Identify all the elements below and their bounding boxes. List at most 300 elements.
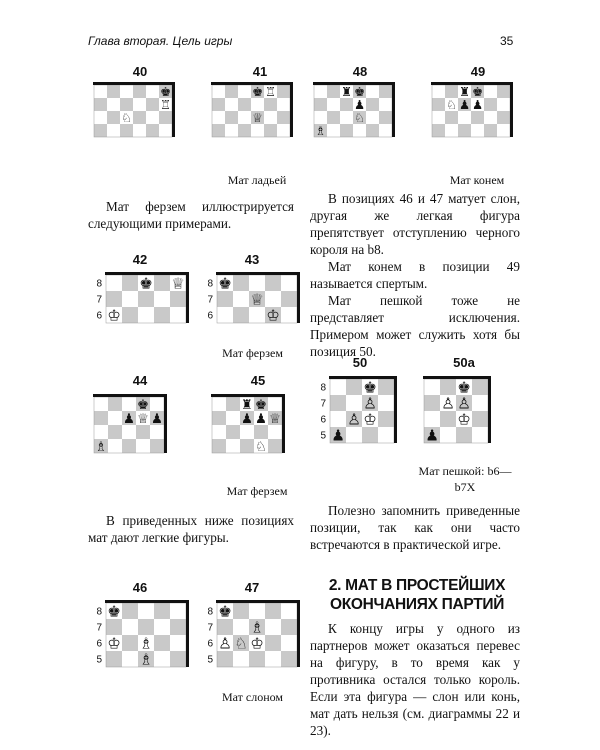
board-square (424, 411, 440, 427)
black-piece: ♚ (255, 397, 267, 413)
board-square (456, 427, 472, 443)
board-square (217, 307, 233, 323)
board-square (264, 124, 277, 137)
board-square (366, 85, 379, 98)
black-piece: ♚ (251, 84, 264, 99)
diagram-number: 46 (132, 580, 148, 595)
board-square (330, 379, 346, 395)
board-square (146, 124, 159, 137)
board-square (122, 439, 136, 453)
rank-label: 8 (96, 606, 102, 618)
board-square (346, 427, 362, 443)
board-square (277, 98, 290, 111)
black-piece: ♚ (353, 84, 366, 99)
board-square (212, 397, 226, 411)
board-square (136, 439, 150, 453)
board-square (265, 291, 281, 307)
board-square (154, 275, 170, 291)
board-square (233, 603, 249, 619)
white-piece: ♙ (363, 394, 377, 413)
diagram-caption: Мат ферзем (222, 346, 283, 360)
board-square (107, 98, 120, 111)
board-svg (424, 376, 492, 444)
rank-label: 5 (320, 430, 326, 442)
board-square (94, 397, 108, 411)
diagram-caption: Мат пешкой: b6—b7X (418, 464, 512, 494)
board-square (108, 397, 122, 411)
white-piece: ♕ (137, 411, 149, 427)
page-number: 35 (500, 34, 514, 48)
black-piece: ♚ (218, 602, 232, 621)
black-piece: ♚ (218, 274, 232, 293)
board-square (122, 291, 138, 307)
board-square (330, 395, 346, 411)
board-square (233, 619, 249, 635)
board-square (120, 124, 133, 137)
board-square (277, 111, 290, 124)
board-square (122, 275, 138, 291)
board-square (277, 124, 290, 137)
black-piece: ♟ (458, 97, 471, 112)
diagram-caption: Мат конем (449, 173, 505, 187)
board-square (346, 379, 362, 395)
white-piece: ♕ (171, 274, 185, 293)
board-square (366, 111, 379, 124)
board-square (281, 275, 297, 291)
rank-label: 8 (207, 278, 213, 290)
board-square (225, 124, 238, 137)
board-square (484, 124, 497, 137)
black-piece: ♜ (458, 84, 471, 99)
section-heading: 2. МАТ В ПРОСТЕЙШИХ ОКОНЧАНИЯХ ПАРТИЙ (328, 577, 506, 613)
white-piece: ♙ (441, 394, 455, 413)
board-square (379, 98, 392, 111)
board-square (265, 275, 281, 291)
diagram-number: 44 (132, 373, 148, 388)
board-square (484, 111, 497, 124)
white-piece: ♕ (269, 411, 281, 427)
board-square (265, 635, 281, 651)
white-piece: ♔ (457, 410, 471, 429)
diagram-number: 50a (453, 355, 475, 370)
board-square (432, 111, 445, 124)
board-square (94, 124, 107, 137)
white-piece: ♔ (250, 634, 264, 653)
board-square (424, 395, 440, 411)
board-square (432, 85, 445, 98)
board-square (133, 85, 146, 98)
board-square (471, 111, 484, 124)
board-square (238, 124, 251, 137)
diagram-caption: Мат слоном (221, 690, 284, 704)
white-piece: ♙ (457, 394, 471, 413)
rank-label: 6 (207, 638, 213, 650)
chess-diagram-40 (94, 82, 176, 138)
chess-diagram-43 (205, 272, 301, 324)
board-square (106, 619, 122, 635)
board-square (94, 98, 107, 111)
board-square (120, 98, 133, 111)
board-square (281, 307, 297, 323)
black-piece: ♚ (457, 378, 471, 397)
black-piece: ♟ (425, 426, 439, 445)
white-piece: ♘ (255, 439, 267, 455)
rank-label: 7 (207, 622, 213, 634)
board-svg (94, 82, 176, 138)
white-piece: ♔ (266, 306, 280, 325)
board-svg (212, 82, 294, 138)
board-square (146, 111, 159, 124)
board-square (327, 98, 340, 111)
chess-diagram-46 (94, 600, 190, 668)
board-square (107, 111, 120, 124)
board-square (314, 111, 327, 124)
board-square (281, 635, 297, 651)
board-square (251, 124, 264, 137)
black-piece: ♟ (241, 411, 253, 427)
board-svg (94, 394, 168, 454)
white-piece: ♗ (95, 439, 107, 455)
black-piece: ♚ (363, 378, 377, 397)
board-square (138, 291, 154, 307)
white-piece: ♙ (218, 634, 232, 653)
board-square (379, 111, 392, 124)
board-square (249, 651, 265, 667)
white-piece: ♗ (139, 650, 153, 669)
board-square (212, 439, 226, 453)
board-square (154, 291, 170, 307)
board-svg (94, 600, 190, 668)
paragraph-light-pieces: В приведенных ниже позициях мат дают легкие фигуры. (88, 513, 294, 545)
board-square (170, 619, 186, 635)
paragraph-queen-mate: Мат ферзем иллюстрируется следующими примерами. (88, 199, 294, 231)
board-square (94, 111, 107, 124)
diagram-caption: Мат ферзем (226, 484, 288, 498)
board-square (94, 85, 107, 98)
black-piece: ♚ (471, 84, 484, 99)
board-square (497, 111, 510, 124)
board-square (107, 124, 120, 137)
board-square (445, 124, 458, 137)
board-square (268, 425, 282, 439)
board-square (238, 85, 251, 98)
black-piece: ♚ (139, 274, 153, 293)
diagram-number: 43 (244, 252, 260, 267)
board-square (212, 411, 226, 425)
white-piece: ♕ (251, 110, 264, 125)
board-square (471, 124, 484, 137)
board-square (432, 98, 445, 111)
chess-diagram-41 (212, 82, 294, 138)
board-square (212, 124, 225, 137)
white-piece: ♔ (363, 410, 377, 429)
board-square (106, 291, 122, 307)
white-piece: ♕ (250, 290, 264, 309)
board-square (353, 124, 366, 137)
board-square (432, 124, 445, 137)
board-square (212, 111, 225, 124)
board-square (238, 98, 251, 111)
board-square (366, 98, 379, 111)
diagram-number: 40 (132, 64, 148, 79)
white-piece: ♘ (445, 97, 458, 112)
board-square (136, 425, 150, 439)
rank-label: 5 (96, 654, 102, 666)
rank-label: 6 (96, 310, 102, 322)
board-square (277, 85, 290, 98)
board-square (366, 124, 379, 137)
board-square (120, 85, 133, 98)
white-piece: ♗ (250, 618, 264, 637)
white-piece: ♘ (353, 110, 366, 125)
board-square (445, 85, 458, 98)
white-piece: ♙ (347, 410, 361, 429)
board-square (379, 85, 392, 98)
board-square (159, 124, 172, 137)
chess-diagram-42 (94, 272, 190, 324)
board-square (281, 603, 297, 619)
board-square (472, 379, 488, 395)
rank-label: 5 (207, 654, 213, 666)
rank-label: 7 (320, 398, 326, 410)
white-piece: ♗ (314, 123, 327, 138)
board-square (249, 307, 265, 323)
board-square (154, 307, 170, 323)
board-square (378, 395, 394, 411)
board-square (265, 651, 281, 667)
board-square (238, 111, 251, 124)
white-piece: ♔ (107, 634, 121, 653)
board-square (281, 651, 297, 667)
board-square (226, 425, 240, 439)
board-square (108, 411, 122, 425)
white-piece: ♖ (159, 97, 172, 112)
diagram-number: 41 (252, 64, 268, 79)
board-square (264, 98, 277, 111)
board-square (225, 98, 238, 111)
board-square (472, 427, 488, 443)
board-square (265, 619, 281, 635)
board-svg (205, 600, 301, 668)
board-svg (212, 394, 286, 454)
board-square (458, 124, 471, 137)
board-square (217, 291, 233, 307)
board-square (170, 603, 186, 619)
board-square (251, 98, 264, 111)
board-square (133, 124, 146, 137)
board-square (122, 425, 136, 439)
board-square (249, 275, 265, 291)
black-piece: ♟ (151, 411, 163, 427)
diagram-number: 50 (352, 355, 368, 370)
board-square (138, 619, 154, 635)
board-square (378, 411, 394, 427)
board-square (254, 425, 268, 439)
rank-label: 7 (207, 294, 213, 306)
board-square (340, 124, 353, 137)
board-square (346, 395, 362, 411)
board-square (264, 111, 277, 124)
board-square (281, 291, 297, 307)
board-square (440, 427, 456, 443)
board-square (445, 111, 458, 124)
rank-label: 8 (320, 382, 326, 394)
board-square (154, 651, 170, 667)
board-square (154, 619, 170, 635)
board-square (212, 425, 226, 439)
board-square (138, 603, 154, 619)
board-square (150, 439, 164, 453)
board-square (314, 98, 327, 111)
board-square (122, 307, 138, 323)
board-square (212, 98, 225, 111)
board-square (440, 411, 456, 427)
board-square (458, 111, 471, 124)
black-piece: ♟ (123, 411, 135, 427)
diagram-number: 47 (244, 580, 260, 595)
board-square (226, 411, 240, 425)
rank-label: 7 (96, 622, 102, 634)
rank-label: 6 (320, 414, 326, 426)
board-square (159, 111, 172, 124)
board-square (233, 307, 249, 323)
board-square (379, 124, 392, 137)
board-square (106, 651, 122, 667)
chess-diagram-45 (212, 394, 286, 454)
board-square (170, 291, 186, 307)
board-square (170, 651, 186, 667)
board-square (440, 379, 456, 395)
white-piece: ♘ (234, 634, 248, 653)
board-square (362, 427, 378, 443)
board-square (327, 111, 340, 124)
board-square (146, 85, 159, 98)
board-square (484, 98, 497, 111)
board-square (133, 111, 146, 124)
board-square (150, 397, 164, 411)
board-square (122, 619, 138, 635)
black-piece: ♟ (471, 97, 484, 112)
board-square (225, 85, 238, 98)
rank-label: 6 (207, 310, 213, 322)
board-svg (94, 272, 190, 324)
white-piece: ♖ (264, 84, 277, 99)
board-svg (205, 272, 301, 324)
board-square (330, 411, 346, 427)
black-piece: ♟ (331, 426, 345, 445)
board-square (106, 275, 122, 291)
board-square (378, 427, 394, 443)
diagram-number: 49 (470, 64, 486, 79)
board-svg (314, 82, 396, 138)
black-piece: ♟ (255, 411, 267, 427)
chess-diagram-48 (314, 82, 396, 138)
board-square (217, 651, 233, 667)
black-piece: ♚ (159, 84, 172, 99)
board-square (122, 635, 138, 651)
white-piece: ♗ (139, 634, 153, 653)
rank-label: 7 (96, 294, 102, 306)
board-square (225, 111, 238, 124)
rank-label: 8 (96, 278, 102, 290)
board-square (226, 439, 240, 453)
board-square (327, 85, 340, 98)
paragraph-remember: Полезно запомнить приведенные позиции, так как они часто встречаются в практической игре. (310, 503, 520, 552)
rank-label: 8 (207, 606, 213, 618)
board-square (484, 85, 497, 98)
board-square (424, 379, 440, 395)
board-square (281, 619, 297, 635)
board-square (150, 425, 164, 439)
board-square (146, 98, 159, 111)
board-square (340, 98, 353, 111)
board-square (233, 291, 249, 307)
chess-diagram-50a (424, 376, 492, 444)
board-square (154, 603, 170, 619)
rank-label: 6 (96, 638, 102, 650)
chess-diagram-49 (432, 82, 514, 138)
black-piece: ♚ (107, 602, 121, 621)
black-piece: ♟ (353, 97, 366, 112)
chess-diagram-44 (94, 394, 168, 454)
board-svg (432, 82, 514, 138)
board-square (138, 307, 154, 323)
board-svg (318, 376, 398, 444)
board-square (108, 425, 122, 439)
board-square (233, 651, 249, 667)
board-square (108, 439, 122, 453)
diagram-number: 48 (352, 64, 368, 79)
chess-diagram-47 (205, 600, 301, 668)
board-square (240, 439, 254, 453)
board-square (497, 124, 510, 137)
board-square (249, 603, 265, 619)
white-piece: ♘ (120, 110, 133, 125)
board-square (217, 619, 233, 635)
board-square (94, 425, 108, 439)
chapter-header: Глава вторая. Цель игры (88, 34, 233, 48)
board-square (268, 397, 282, 411)
board-square (233, 275, 249, 291)
paragraph-endgame: К концу игры у одного из партнеров может оказаться перевес на фигуру, в то время как у противника остался только король. Если эта фигура — слон или конь, мат дать нельзя (см. диаграммы 22 и 23). (310, 621, 520, 738)
board-square (107, 85, 120, 98)
board-square (268, 439, 282, 453)
board-square (340, 111, 353, 124)
board-square (170, 307, 186, 323)
black-piece: ♜ (241, 397, 253, 413)
diagram-caption: Мат ладьей (227, 173, 287, 187)
board-square (226, 397, 240, 411)
board-square (497, 85, 510, 98)
diagram-number: 42 (132, 252, 148, 267)
black-piece: ♜ (340, 84, 353, 99)
chess-diagram-50 (318, 376, 398, 444)
paragraph-block-right: В позициях 46 и 47 матует слон, другая же легкая фигура препятствует отступлению черного короля на b8. Мат конем в позиции 49 называется спертым. Мат пешкой тоже не представляет исключения. Примером может служить хотя бы позиция 50. (310, 191, 520, 359)
board-square (212, 85, 225, 98)
board-square (122, 397, 136, 411)
white-piece: ♔ (107, 306, 121, 325)
board-square (327, 124, 340, 137)
board-square (240, 425, 254, 439)
black-piece: ♚ (137, 397, 149, 413)
board-square (265, 603, 281, 619)
board-square (472, 411, 488, 427)
board-square (170, 635, 186, 651)
board-square (497, 98, 510, 111)
board-square (472, 395, 488, 411)
board-square (94, 411, 108, 425)
diagram-number: 45 (250, 373, 266, 388)
